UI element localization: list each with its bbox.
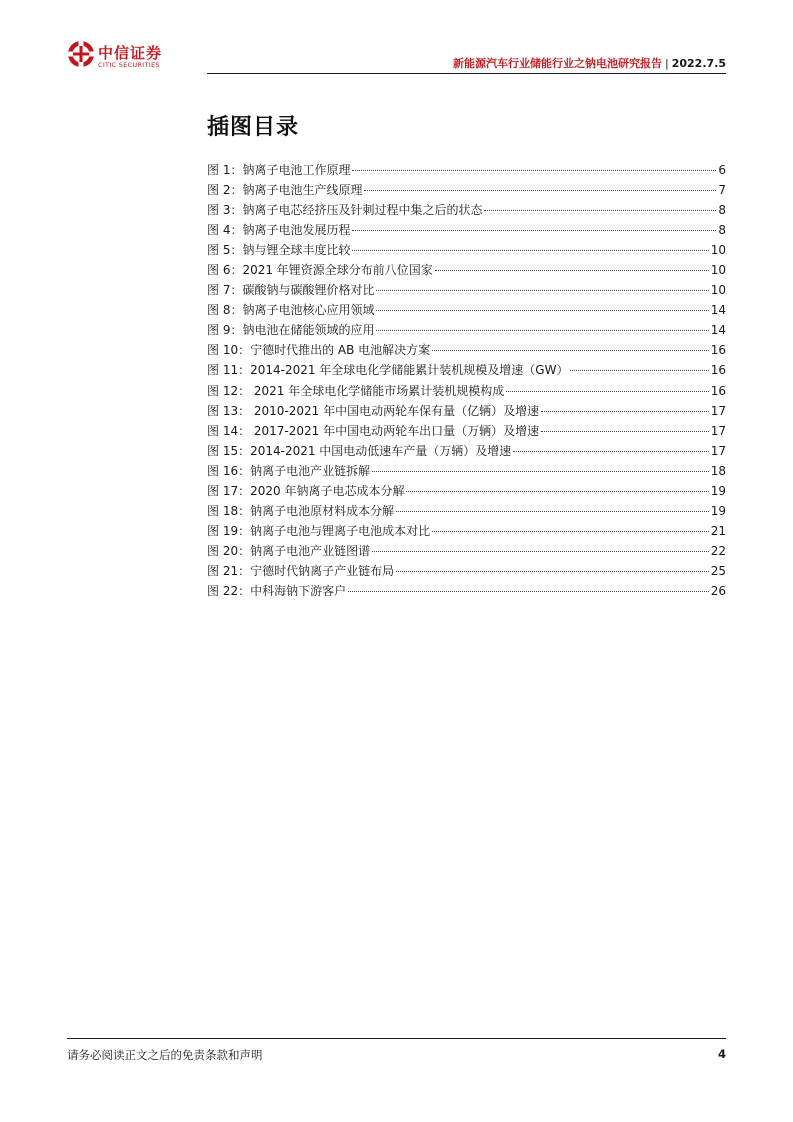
- toc-leader-dots: [406, 490, 708, 492]
- toc-leader-dots: [513, 450, 708, 452]
- toc-entry-page[interactable]: 17: [710, 423, 726, 438]
- toc-entry-label[interactable]: 图 19：钠离子电池与锂离子电池成本对比: [207, 523, 431, 538]
- toc-entry[interactable]: [207, 421, 726, 441]
- logo-chinese-text: 中信证券: [98, 44, 163, 62]
- toc-entry-label[interactable]: 图 18：钠离子电池原材料成本分解: [207, 503, 395, 518]
- toc-entry-page[interactable]: 26: [710, 583, 726, 598]
- toc-entry-page[interactable]: 19: [710, 483, 726, 498]
- toc-entry-page[interactable]: 16: [710, 383, 726, 398]
- toc-entry[interactable]: [207, 461, 726, 481]
- footer-disclaimer: 请务必阅读正文之后的免责条款和声明: [67, 1048, 263, 1062]
- toc-entry-page[interactable]: 18: [710, 463, 726, 478]
- toc-entry-page[interactable]: 8: [718, 203, 726, 218]
- footer-divider: [67, 1038, 726, 1039]
- toc-entry-page[interactable]: 10: [710, 243, 726, 258]
- toc-entry[interactable]: [207, 340, 726, 360]
- toc-entry-label[interactable]: 图 17：2020 年钠离子电芯成本分解: [207, 483, 405, 498]
- toc-entry-label[interactable]: 图 2：钠离子电池生产线原理: [207, 183, 363, 198]
- toc-entry-page[interactable]: 6: [718, 163, 726, 177]
- citic-logo: [67, 40, 177, 74]
- toc-entry-label[interactable]: 图 22：中科海钠下游客户: [207, 583, 347, 598]
- toc-entry-label[interactable]: 图 1：钠离子电池工作原理: [207, 163, 351, 177]
- toc-entry[interactable]: [207, 320, 726, 340]
- toc-leader-dots: [352, 169, 716, 171]
- toc-entry[interactable]: [207, 541, 726, 561]
- toc-entry[interactable]: [207, 200, 726, 220]
- toc-entry[interactable]: [207, 561, 726, 581]
- toc-entry[interactable]: [207, 280, 726, 300]
- toc-leader-dots: [376, 309, 708, 311]
- toc-entry-label[interactable]: 图 16：钠离子电池产业链拆解: [207, 463, 371, 478]
- toc-entry-page[interactable]: 10: [710, 283, 726, 298]
- report-date: 2022.7.5: [671, 57, 726, 70]
- toc-leader-dots: [432, 530, 709, 532]
- report-title: 新能源汽车行业储能行业之钠电池研究报告: [453, 57, 662, 70]
- toc-leader-dots: [352, 249, 708, 251]
- toc-leader-dots: [364, 189, 716, 191]
- toc-entry-label[interactable]: 图 4：钠离子电池发展历程: [207, 223, 351, 238]
- toc-entry[interactable]: [207, 441, 726, 461]
- toc-entry-page[interactable]: 14: [710, 323, 726, 338]
- page-header: [0, 0, 793, 80]
- report-header-title: [453, 55, 726, 71]
- toc-leader-dots: [484, 209, 716, 211]
- toc-entry-label[interactable]: 图 15：2014-2021 中国电动低速车产量（万辆）及增速: [207, 443, 512, 458]
- toc-entry-page[interactable]: 17: [710, 443, 726, 458]
- toc-leader-dots: [570, 369, 708, 371]
- toc-entry-label[interactable]: 图 21：宁德时代钠离子产业链布局: [207, 563, 395, 578]
- toc-entry-label[interactable]: 图 20：钠离子电池产业链图谱: [207, 543, 371, 558]
- header-separator: |: [665, 57, 669, 70]
- toc-entry-label[interactable]: 图 9：钠电池在储能领域的应用: [207, 323, 375, 338]
- toc-entry[interactable]: [207, 481, 726, 501]
- toc-entry-page[interactable]: 19: [710, 503, 726, 518]
- toc-entry-label[interactable]: 图 11：2014-2021 年全球电化学储能累计装机规模及增速（GW）: [207, 363, 569, 378]
- toc-entry-page[interactable]: 21: [710, 523, 726, 538]
- toc-entry-page[interactable]: 14: [710, 303, 726, 318]
- toc-entry-label[interactable]: 图 8：钠离子电池核心应用领域: [207, 303, 375, 318]
- toc-entry-label[interactable]: 图 3：钠离子电芯经挤压及针刺过程中集之后的状态: [207, 203, 483, 218]
- toc-leader-dots: [396, 570, 709, 572]
- toc-entry[interactable]: [207, 360, 726, 380]
- header-divider: [207, 73, 726, 74]
- toc-leader-dots: [541, 430, 709, 432]
- toc-leader-dots: [348, 590, 709, 592]
- toc-leader-dots: [506, 390, 708, 392]
- toc-entry-label[interactable]: 图 12： 2021 年全球电化学储能市场累计装机规模构成: [207, 383, 505, 398]
- toc-leader-dots: [372, 470, 709, 472]
- toc-leader-dots: [541, 410, 709, 412]
- toc-entry-page[interactable]: 25: [710, 563, 726, 578]
- toc-entry-page[interactable]: 8: [718, 223, 726, 238]
- toc-entry[interactable]: [207, 501, 726, 521]
- toc-entry[interactable]: [207, 160, 726, 180]
- toc-entry-page[interactable]: 16: [710, 343, 726, 358]
- toc-entry[interactable]: [207, 401, 726, 421]
- toc-entry-label[interactable]: 图 10：宁德时代推出的 AB 电池解决方案: [207, 343, 431, 358]
- figure-index-title: 插图目录: [207, 115, 300, 140]
- toc-entry-page[interactable]: 16: [710, 363, 726, 378]
- toc-entry-label[interactable]: 图 7：碳酸钠与碳酸锂价格对比: [207, 283, 375, 298]
- toc-leader-dots: [435, 269, 709, 271]
- toc-entry[interactable]: [207, 180, 726, 200]
- toc-leader-dots: [372, 550, 709, 552]
- toc-leader-dots: [376, 329, 708, 331]
- toc-entry[interactable]: [207, 521, 726, 541]
- toc-entry-label[interactable]: 图 5：钠与锂全球丰度比较: [207, 243, 351, 258]
- figure-index-list: [207, 160, 726, 601]
- toc-entry[interactable]: [207, 220, 726, 240]
- toc-leader-dots: [396, 510, 709, 512]
- toc-entry-page[interactable]: 10: [710, 263, 726, 278]
- toc-entry-page[interactable]: 7: [718, 183, 726, 198]
- toc-entry[interactable]: [207, 240, 726, 260]
- toc-leader-dots: [376, 289, 708, 291]
- toc-entry-page[interactable]: 17: [710, 403, 726, 418]
- toc-entry-page[interactable]: 22: [710, 543, 726, 558]
- toc-entry[interactable]: [207, 260, 726, 280]
- toc-entry-label[interactable]: 图 14： 2017-2021 年中国电动两轮车出口量（万辆）及增速: [207, 423, 540, 438]
- toc-entry[interactable]: [207, 381, 726, 401]
- toc-leader-dots: [432, 349, 709, 351]
- page-number: 4: [717, 1047, 726, 1061]
- citic-emblem-icon: [67, 40, 95, 68]
- toc-entry-label[interactable]: 图 13： 2010-2021 年中国电动两轮车保有量（亿辆）及增速: [207, 403, 540, 418]
- toc-entry[interactable]: [207, 300, 726, 320]
- logo-english-text: CITIC SECURITIES: [98, 61, 160, 69]
- toc-entry-label[interactable]: 图 6：2021 年锂资源全球分布前八位国家: [207, 263, 433, 278]
- toc-entry[interactable]: [207, 581, 726, 601]
- toc-leader-dots: [352, 229, 716, 231]
